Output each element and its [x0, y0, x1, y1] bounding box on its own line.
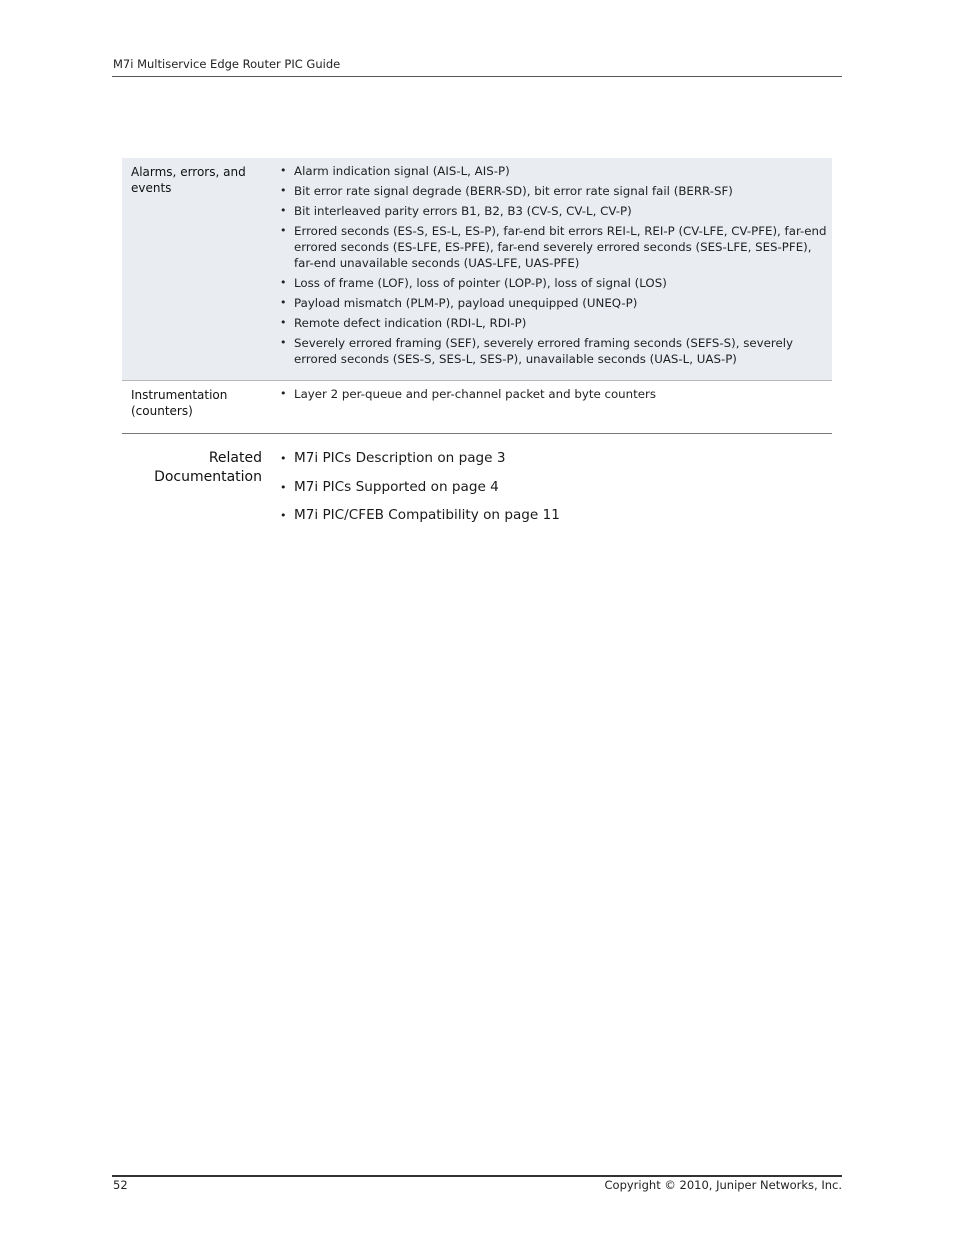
- related-link-pics-supported[interactable]: • M7i PICs Supported on page 4: [280, 478, 499, 495]
- bullet-icon: •: [280, 296, 287, 309]
- related-links: [280, 449, 560, 535]
- header-rule: [112, 76, 842, 77]
- list-item: • Severely errored framing (SEF), severely errored framing seconds (SEFS-S), severely errored seconds (SES-S, SES-L, SES-P), unavailable seconds (UAS-L, UAS-P): [280, 336, 793, 366]
- row-label-line: Alarms, errors, and: [131, 165, 246, 179]
- alarms-list: [280, 163, 832, 367]
- row-label-line: Instrumentation: [131, 388, 228, 402]
- bullet-icon: •: [280, 276, 287, 289]
- related-documentation: [122, 449, 832, 535]
- row-content-alarms: [280, 158, 832, 380]
- page-number: 52: [113, 1178, 128, 1192]
- instrumentation-list: [280, 386, 832, 402]
- running-header-title: M7i Multiservice Edge Router PIC Guide: [113, 57, 341, 71]
- row-content-instrumentation: [280, 381, 832, 433]
- row-label-alarms: [122, 158, 285, 380]
- bullet-icon: •: [280, 336, 287, 349]
- list-item: • Alarm indication signal (AIS-L, AIS-P): [280, 164, 510, 178]
- related-links-list: [280, 449, 560, 525]
- table-row-instrumentation: [122, 381, 832, 434]
- row-label-instrumentation: [122, 381, 285, 433]
- list-item: • Bit interleaved parity errors B1, B2, B3 (CV-S, CV-L, CV-P): [280, 204, 632, 218]
- list-item: • Payload mismatch (PLM-P), payload unequipped (UNEQ-P): [280, 296, 638, 310]
- list-item: • Remote defect indication (RDI-L, RDI-P): [280, 316, 527, 330]
- bullet-icon: •: [280, 387, 287, 400]
- specifications-table: [122, 158, 832, 434]
- footer-rule: [112, 1175, 842, 1177]
- related-link-pics-description[interactable]: • M7i PICs Description on page 3: [280, 450, 506, 466]
- row-label-line: events: [131, 181, 172, 195]
- bullet-icon: •: [280, 164, 287, 177]
- row-label-line: (counters): [131, 404, 193, 418]
- related-link-cfeb-compatibility[interactable]: • M7i PIC/CFEB Compatibility on page 11: [280, 507, 560, 523]
- bullet-icon: •: [280, 452, 287, 465]
- bullet-icon: •: [280, 316, 287, 329]
- list-item: • Bit error rate signal degrade (BERR-SD), bit error rate signal fail (BERR-SF): [280, 184, 733, 198]
- copyright-notice: Copyright © 2010, Juniper Networks, Inc.: [604, 1178, 842, 1192]
- list-item: • Errored seconds (ES-S, ES-L, ES-P), far-end bit errors REI-L, REI-P (CV-LFE, CV-PFE), far-end errored seconds (ES-LFE, ES-PFE), far-end severely errored seconds (SES-LFE, SES-PFE), far-end unavailable seconds (UAS-LFE, UAS-PFE): [280, 224, 827, 270]
- bullet-icon: •: [280, 224, 287, 237]
- table-row-alarms: [122, 158, 832, 381]
- related-documentation-heading: Related Documentation: [154, 450, 262, 485]
- bullet-icon: •: [280, 509, 287, 522]
- list-item: • Loss of frame (LOF), loss of pointer (LOP-P), loss of signal (LOS): [280, 276, 667, 290]
- bullet-icon: •: [280, 184, 287, 197]
- list-item: • Layer 2 per-queue and per-channel packet and byte counters: [280, 387, 657, 401]
- bullet-icon: •: [280, 204, 287, 217]
- bullet-icon: •: [280, 480, 287, 494]
